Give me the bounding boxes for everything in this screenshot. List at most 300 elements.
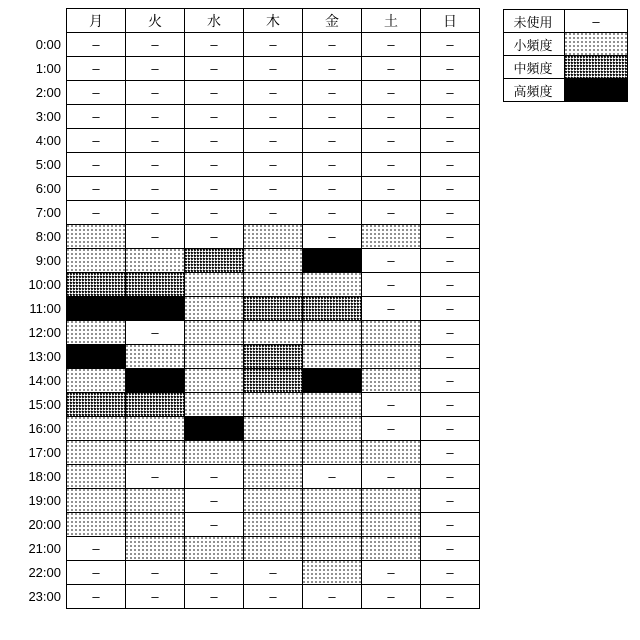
empty-marker: – [210,469,218,484]
heatmap-cell[interactable] [67,441,126,465]
heatmap-cell[interactable] [126,273,185,297]
heatmap-cell[interactable] [67,225,126,249]
heatmap-cell[interactable] [126,513,185,537]
heatmap-cell[interactable] [362,201,421,225]
heatmap-cell[interactable] [126,345,185,369]
heatmap-cell[interactable] [126,465,185,489]
empty-marker: – [269,157,277,172]
heatmap-cell[interactable] [244,249,303,273]
empty-marker: – [328,157,336,172]
row-header-16: 16:00 [8,417,67,441]
heatmap-row [8,297,480,321]
empty-marker: – [92,205,100,220]
column-header-4: 金 [303,9,362,33]
column-header-0: 月 [67,9,126,33]
row-header-10: 10:00 [8,273,67,297]
heatmap-cell[interactable] [126,105,185,129]
heatmap-cell[interactable] [126,441,185,465]
heatmap-cell[interactable] [362,441,421,465]
row-header-9: 9:00 [8,249,67,273]
empty-marker: – [151,109,159,124]
heatmap-cell[interactable] [67,345,126,369]
empty-marker: – [151,157,159,172]
heatmap-cell[interactable] [126,369,185,393]
heatmap-cell[interactable] [244,33,303,57]
empty-marker: – [210,85,218,100]
empty-marker: – [446,493,454,508]
empty-marker: – [446,109,454,124]
empty-marker: – [210,133,218,148]
legend-row [504,33,628,56]
legend-row [504,10,628,33]
heatmap-row [8,33,480,57]
heatmap-cell[interactable] [362,489,421,513]
heatmap-cell[interactable] [67,489,126,513]
heatmap-cell[interactable] [421,249,480,273]
heatmap-cell[interactable] [421,489,480,513]
heatmap-cell[interactable] [67,585,126,609]
empty-marker: – [210,109,218,124]
empty-marker: – [387,37,395,52]
heatmap-cell[interactable] [362,513,421,537]
heatmap-cell[interactable] [244,57,303,81]
row-header-5: 5:00 [8,153,67,177]
heatmap-cell[interactable] [185,321,244,345]
heatmap-cell[interactable] [67,369,126,393]
heatmap-cell[interactable] [303,33,362,57]
heatmap-cell[interactable] [185,297,244,321]
heatmap-cell[interactable] [126,393,185,417]
heatmap-cell[interactable] [303,489,362,513]
empty-marker: – [446,565,454,580]
heatmap-cell[interactable] [421,129,480,153]
heatmap-cell[interactable] [362,417,421,441]
heatmap-cell[interactable] [67,33,126,57]
heatmap-cell[interactable] [185,57,244,81]
heatmap-cell[interactable] [244,417,303,441]
heatmap-body [8,33,480,609]
empty-marker: – [210,37,218,52]
heatmap-cell[interactable] [185,417,244,441]
empty-marker: – [269,565,277,580]
empty-marker: – [210,565,218,580]
empty-marker: – [92,61,100,76]
heatmap-cell[interactable] [303,81,362,105]
heatmap-row [8,513,480,537]
heatmap-cell[interactable] [67,537,126,561]
heatmap-row [8,585,480,609]
heatmap-cell[interactable] [362,537,421,561]
empty-marker: – [446,229,454,244]
heatmap-row [8,201,480,225]
heatmap-cell[interactable] [362,393,421,417]
empty-marker: – [269,181,277,196]
heatmap-cell[interactable] [362,585,421,609]
empty-marker: – [151,133,159,148]
heatmap-cell[interactable] [185,249,244,273]
heatmap-cell[interactable] [67,249,126,273]
row-header-11: 11:00 [8,297,67,321]
heatmap-cell[interactable] [185,465,244,489]
heatmap-cell[interactable] [185,201,244,225]
heatmap-cell[interactable] [67,321,126,345]
empty-marker: – [328,133,336,148]
empty-marker: – [328,469,336,484]
heatmap-cell[interactable] [185,273,244,297]
heatmap-cell[interactable] [421,33,480,57]
heatmap-cell[interactable] [185,369,244,393]
heatmap-cell[interactable] [67,57,126,81]
empty-marker: – [328,85,336,100]
heatmap-cell[interactable] [67,81,126,105]
heatmap-cell[interactable] [126,537,185,561]
heatmap-cell[interactable] [126,249,185,273]
heatmap-row [8,105,480,129]
legend-body [504,10,628,102]
empty-marker: – [328,205,336,220]
heatmap-row [8,321,480,345]
column-header-6: 日 [421,9,480,33]
heatmap-cell[interactable] [303,249,362,273]
legend-label-3: 高頻度 [504,79,565,102]
heatmap-cell[interactable] [244,369,303,393]
heatmap-cell[interactable] [244,345,303,369]
heatmap-cell[interactable] [421,153,480,177]
column-header-2: 水 [185,9,244,33]
heatmap-row [8,345,480,369]
empty-marker: – [151,229,159,244]
heatmap-cell[interactable] [244,489,303,513]
heatmap-cell[interactable] [421,417,480,441]
heatmap-row [8,561,480,585]
row-header-12: 12:00 [8,321,67,345]
heatmap-row [8,153,480,177]
empty-marker: – [328,109,336,124]
legend-label-2: 中頻度 [504,56,565,79]
heatmap-cell[interactable] [362,153,421,177]
heatmap-row [8,129,480,153]
heatmap-cell[interactable] [303,417,362,441]
empty-marker: – [269,109,277,124]
empty-marker: – [151,181,159,196]
heatmap-cell[interactable] [362,273,421,297]
row-header-13: 13:00 [8,345,67,369]
empty-marker: – [151,37,159,52]
empty-marker: – [446,157,454,172]
heatmap-cell[interactable] [421,369,480,393]
heatmap-row [8,537,480,561]
heatmap-cell[interactable] [362,33,421,57]
heatmap-cell[interactable] [421,465,480,489]
row-header-17: 17:00 [8,441,67,465]
empty-marker: – [328,37,336,52]
heatmap-cell[interactable] [244,393,303,417]
empty-marker: – [446,469,454,484]
empty-marker: – [92,181,100,196]
heatmap-cell[interactable] [303,561,362,585]
empty-marker: – [92,133,100,148]
heatmap-row [8,489,480,513]
heatmap-cell[interactable] [362,129,421,153]
heatmap-cell[interactable] [244,465,303,489]
empty-marker: – [210,493,218,508]
heatmap-cell[interactable] [421,225,480,249]
empty-marker: – [92,37,100,52]
legend-swatch-1 [565,33,628,56]
heatmap-cell[interactable] [362,225,421,249]
heatmap-cell[interactable] [185,177,244,201]
row-header-1: 1:00 [8,57,67,81]
empty-marker: – [387,589,395,604]
heatmap-cell[interactable] [185,489,244,513]
heatmap-cell[interactable] [362,297,421,321]
heatmap-cell[interactable] [303,537,362,561]
heatmap-row [8,393,480,417]
heatmap-cell[interactable] [185,345,244,369]
heatmap-cell[interactable] [244,513,303,537]
heatmap-cell[interactable] [421,297,480,321]
empty-marker: – [446,349,454,364]
empty-marker: – [387,133,395,148]
heatmap-cell[interactable] [185,393,244,417]
empty-marker: – [446,445,454,460]
heatmap-cell[interactable] [421,585,480,609]
heatmap-cell[interactable] [67,153,126,177]
column-header-5: 土 [362,9,421,33]
heatmap-cell[interactable] [303,129,362,153]
heatmap-cell[interactable] [185,441,244,465]
heatmap-cell[interactable] [303,441,362,465]
heatmap-cell[interactable] [126,297,185,321]
empty-marker: – [446,277,454,292]
legend-label-0: 未使用 [504,10,565,33]
heatmap-cell[interactable] [244,273,303,297]
empty-marker: – [446,517,454,532]
heatmap-cell[interactable] [67,297,126,321]
empty-marker: – [446,373,454,388]
heatmap-row [8,273,480,297]
legend-label-1: 小頻度 [504,33,565,56]
heatmap-cell[interactable] [185,33,244,57]
heatmap-cell[interactable] [362,81,421,105]
heatmap-cell[interactable] [303,513,362,537]
empty-marker: – [446,301,454,316]
empty-marker: – [151,205,159,220]
heatmap-cell[interactable] [244,201,303,225]
empty-marker: – [387,277,395,292]
heatmap-cell[interactable] [421,441,480,465]
weekly-hourly-usage-heatmap [8,8,480,609]
heatmap-cell[interactable] [362,369,421,393]
empty-marker: – [387,421,395,436]
heatmap-cell[interactable] [67,513,126,537]
legend-swatch-0 [565,10,628,33]
heatmap-row [8,177,480,201]
heatmap-cell[interactable] [303,369,362,393]
heatmap-cell[interactable] [185,105,244,129]
heatmap-cell[interactable] [185,225,244,249]
empty-marker: – [387,109,395,124]
heatmap-cell[interactable] [126,129,185,153]
row-header-21: 21:00 [8,537,67,561]
heatmap-cell[interactable] [421,273,480,297]
heatmap-cell[interactable] [67,561,126,585]
empty-marker: – [92,565,100,580]
heatmap-cell[interactable] [185,537,244,561]
heatmap-cell[interactable] [244,105,303,129]
heatmap-cell[interactable] [67,129,126,153]
empty-marker: – [151,469,159,484]
heatmap-row [8,249,480,273]
row-header-6: 6:00 [8,177,67,201]
empty-marker: – [328,229,336,244]
heatmap-cell[interactable] [126,57,185,81]
row-header-22: 22:00 [8,561,67,585]
heatmap-cell[interactable] [185,585,244,609]
heatmap-cell[interactable] [303,177,362,201]
heatmap-cell[interactable] [126,585,185,609]
heatmap-cell[interactable] [362,561,421,585]
heatmap-cell[interactable] [303,153,362,177]
empty-marker: – [269,37,277,52]
heatmap-cell[interactable] [303,57,362,81]
empty-marker: – [269,133,277,148]
heatmap-cell[interactable] [244,441,303,465]
heatmap-row [8,465,480,489]
empty-marker: – [92,589,100,604]
heatmap-cell[interactable] [244,225,303,249]
heatmap-cell[interactable] [421,105,480,129]
heatmap-cell[interactable] [185,561,244,585]
heatmap-cell[interactable] [421,561,480,585]
heatmap-cell[interactable] [244,585,303,609]
heatmap-cell[interactable] [67,201,126,225]
heatmap-cell[interactable] [421,81,480,105]
heatmap-cell[interactable] [303,585,362,609]
empty-marker: – [269,205,277,220]
heatmap-cell[interactable] [244,129,303,153]
heatmap-cell[interactable] [362,345,421,369]
empty-marker: – [446,133,454,148]
heatmap-cell[interactable] [67,177,126,201]
heatmap-cell[interactable] [303,273,362,297]
heatmap-cell[interactable] [126,225,185,249]
empty-marker: – [387,397,395,412]
heatmap-cell[interactable] [303,465,362,489]
empty-marker: – [387,253,395,268]
empty-marker: – [446,397,454,412]
heatmap-cell[interactable] [362,249,421,273]
heatmap-cell[interactable] [421,177,480,201]
heatmap-cell[interactable] [421,57,480,81]
heatmap-cell[interactable] [185,153,244,177]
heatmap-cell[interactable] [126,153,185,177]
heatmap-cell[interactable] [421,321,480,345]
row-header-7: 7:00 [8,201,67,225]
empty-marker: – [387,205,395,220]
heatmap-cell[interactable] [126,201,185,225]
heatmap-cell[interactable] [244,153,303,177]
empty-marker: – [210,61,218,76]
heatmap-cell[interactable] [126,81,185,105]
heatmap-cell[interactable] [303,225,362,249]
heatmap-cell[interactable] [362,177,421,201]
heatmap-cell[interactable] [421,537,480,561]
heatmap-cell[interactable] [303,345,362,369]
heatmap-cell[interactable] [303,393,362,417]
empty-marker: – [210,205,218,220]
empty-marker: – [328,61,336,76]
heatmap-cell[interactable] [421,201,480,225]
row-header-8: 8:00 [8,225,67,249]
heatmap-cell[interactable] [421,513,480,537]
heatmap-cell[interactable] [126,177,185,201]
empty-marker: – [92,85,100,100]
legend-swatch-3 [565,79,628,102]
heatmap-cell[interactable] [303,297,362,321]
heatmap-cell[interactable] [126,489,185,513]
empty-marker: – [387,61,395,76]
empty-marker: – [446,421,454,436]
heatmap-row [8,57,480,81]
heatmap-cell[interactable] [362,105,421,129]
empty-marker: – [269,61,277,76]
heatmap-cell[interactable] [126,33,185,57]
heatmap-cell[interactable] [421,345,480,369]
heatmap-cell[interactable] [126,417,185,441]
heatmap-cell[interactable] [362,57,421,81]
heatmap-cell[interactable] [67,273,126,297]
row-header-4: 4:00 [8,129,67,153]
empty-marker: – [328,589,336,604]
row-header-20: 20:00 [8,513,67,537]
heatmap-cell[interactable] [244,177,303,201]
empty-marker: – [92,109,100,124]
empty-marker: – [151,565,159,580]
heatmap-cell[interactable] [126,561,185,585]
heatmap-row [8,441,480,465]
heatmap-cell[interactable] [244,321,303,345]
empty-marker: – [446,589,454,604]
heatmap-cell[interactable] [67,417,126,441]
row-header-18: 18:00 [8,465,67,489]
heatmap-cell[interactable] [244,561,303,585]
heatmap-cell[interactable] [303,201,362,225]
heatmap-cell[interactable] [303,105,362,129]
heatmap-cell[interactable] [421,393,480,417]
heatmap-cell[interactable] [126,321,185,345]
heatmap-cell[interactable] [185,513,244,537]
heatmap-cell[interactable] [244,537,303,561]
heatmap-cell[interactable] [185,129,244,153]
legend-swatch-2 [565,56,628,79]
legend-row [504,79,628,102]
heatmap-cell[interactable] [67,105,126,129]
heatmap-cell[interactable] [362,321,421,345]
heatmap-cell[interactable] [244,297,303,321]
heatmap-row [8,417,480,441]
row-header-2: 2:00 [8,81,67,105]
heatmap-cell[interactable] [185,81,244,105]
empty-marker: – [446,181,454,196]
empty-marker: – [210,157,218,172]
heatmap-cell[interactable] [303,321,362,345]
heatmap-cell[interactable] [67,465,126,489]
heatmap-cell[interactable] [362,465,421,489]
heatmap-cell[interactable] [67,393,126,417]
empty-marker: – [446,253,454,268]
heatmap-cell[interactable] [244,81,303,105]
